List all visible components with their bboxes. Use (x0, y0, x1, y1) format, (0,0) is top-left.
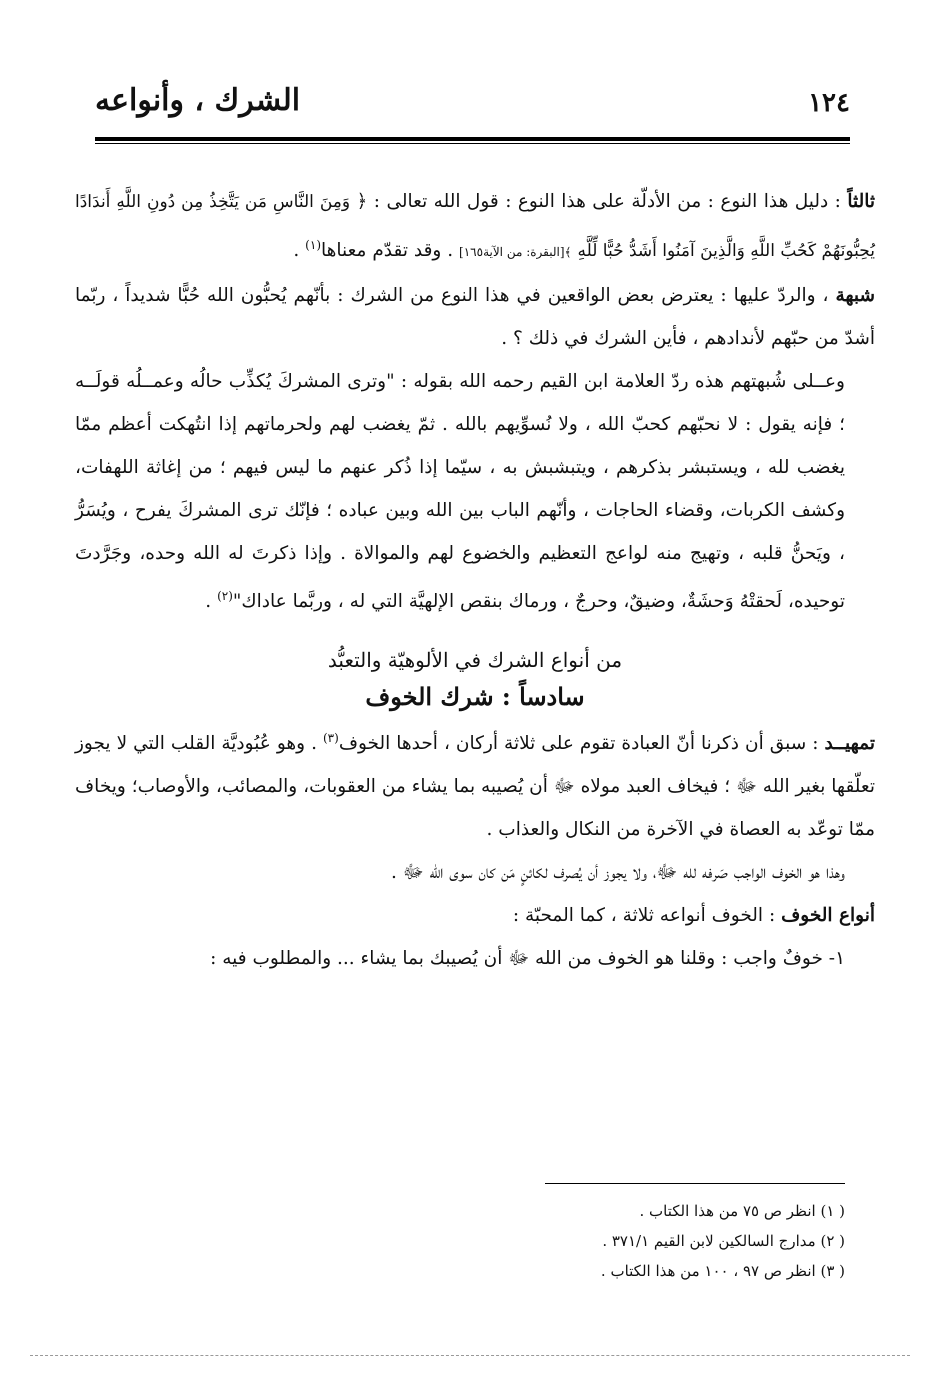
paragraph-evidence (75, 180, 875, 274)
paragraph-lead: شبهة (835, 285, 875, 307)
footnote-marker: (٢) (217, 589, 233, 604)
paragraph-text: : الخوف أنواعه ثلاثة ، كما المحبّة : (512, 905, 776, 927)
paragraph-reply (75, 360, 875, 623)
paragraph-text: . (205, 591, 212, 613)
paragraph-type-one (75, 937, 875, 980)
paragraph-text: وهذا هو الخوف الواجب صَرفه لله ﷻ، ولا يجوز أن يُصرف لكائنٍ مَن كان سوى الله ﷻ . (390, 862, 845, 884)
verse-reference: ﴾[البقرة: من الآية١٦٥] (459, 245, 572, 260)
paragraph-text: : سبق أن ذكرنا أنّ العبادة تقوم على ثلاثة أركان ، أحدها الخوف (338, 733, 819, 755)
section-title: من أنواع الشرك في الألوهيّة والتعبُّد (327, 648, 623, 673)
header-rule-thin (95, 143, 850, 144)
paragraph-text: : دليل هذا النوع : من الأدلّة على هذا النوع : قول الله تعالى : ﴿ (356, 191, 841, 212)
paragraph-text: وعــلى شُبهتهم هذه ردّ العلامة ابن القيم رحمه الله بقوله : "وترى المشركَ يُكذِّب حالُه وعمــلُه قولَــه ؛ فإنه يقول : لا نحبّهم كحبّ الله ، ولا نُسوِّيهم بالله . ثمّ يغضب لهم ولحرماتهم إذا انتُهكت أعظم ممّا يغضب لله ، ويستبشر بذكرهم ، ويتبشبش به ، سيّما إذا ذُكر عنهم ما ليس فيهم ؛ من إغاثة اللهفات، وكشف الكربات، وقضاء الحاجات ، وأنّهم الباب بين الله وبين عباده ؛ فإنّك ترى المشركَ يفرح ، ويُسَرُّ ، ويَحنُّ قلبه ، وتهيج منه لواعج التعظيم والخضوع لهم والموالاة . وإذا ذكرتَ له الله وحده، وجَرَّدتَ توحيده، لَحقتْهُ وَحشَةٌ، وضيقٌ، وحرجٌ ، ورماك بنقص الإلهيَّة التي له ، وربَّما عاداك" (75, 371, 845, 613)
paragraph-text: ١- خوفٌ واجب : وقلنا هو الخوف من الله ﷻ أن يُصيبك بما يشاء ... والمطلوب فيه : (210, 948, 845, 970)
paragraph-text: . (293, 240, 300, 262)
page-number: ١٢٤ (808, 88, 850, 118)
footnote-marker: (٣) (322, 731, 339, 746)
paragraph-obligation (75, 851, 875, 894)
paragraph-doubt (75, 274, 875, 360)
quran-verse: وَمِنَ النَّاسِ مَن يَتَّخِذُ مِن دُونِ اللَّهِ أَندَادًا يُحِبُّونَهُمْ كَحُبِّ اللَّهِ وَالَّذِينَ آمَنُوا أَشَدُّ حُبًّا لِّلَّهِ (75, 192, 875, 262)
paragraph-intro (75, 717, 875, 851)
paragraph-lead: أنواع الخوف (781, 905, 875, 927)
footnote: ( ٢) مدارج السالكين لابن القيم ٣٧١/١ . (602, 1232, 845, 1250)
paragraph-types (75, 894, 875, 937)
footnote: ( ١) انظر ص ٧٥ من هذا الكتاب . (639, 1202, 845, 1220)
paragraph-lead: ثالثاً (847, 191, 875, 212)
running-title: الشرك ، وأنواعه (95, 83, 301, 118)
scan-edge-line (30, 1355, 910, 1356)
header-rule (95, 137, 850, 141)
page-header (95, 70, 850, 118)
footnote: ( ٣) انظر ص ٩٧ ، ١٠٠ من هذا الكتاب . (600, 1262, 845, 1280)
paragraph-lead: تمهيــد (824, 733, 876, 755)
footnote-rule (545, 1183, 845, 1184)
section-subtitle: سادساً : شرك الخوف (365, 682, 585, 712)
footnote-marker: (١) (305, 238, 321, 252)
footnotes (300, 1196, 845, 1286)
paragraph-text: . وقد تقدّم معناها (321, 240, 454, 262)
page-body (75, 180, 875, 980)
paragraph-text: ، والردّ عليها : يعترض بعض الواقعين في هذا النوع من الشرك : بأنّهم يُحبُّون الله حُبًّا شديداً ، ربّما أشدّ من حبّهم لأندادهم ، فأين الشرك في ذلك ؟ . (75, 285, 875, 350)
paragraph-text: . وهو عُبُوديَّة القلب التي لا يجوز تعلّقها بغير الله ﷻ ؛ فيخاف العبد مولاه ﷻ أن يُصيبه بما يشاء من العقوبات، والمصائب، والأوصاب؛ ويخاف ممّا توعّد به العصاة في الآخرة من النكال والعذاب . (75, 733, 875, 841)
